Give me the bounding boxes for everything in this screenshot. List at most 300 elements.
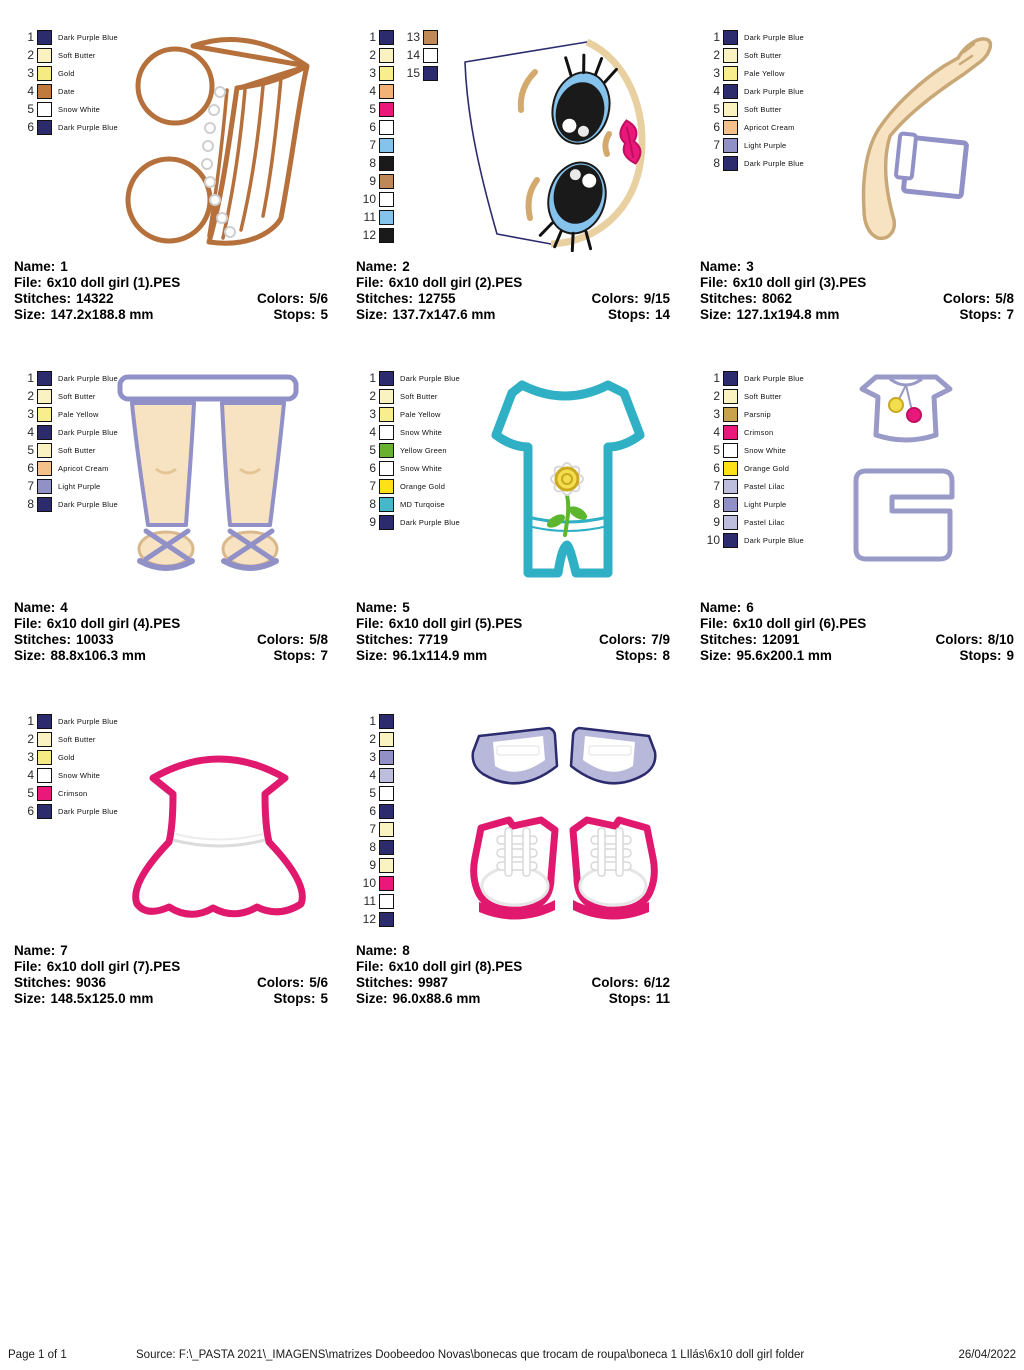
thread-row <box>700 477 804 495</box>
stops-value: 9 <box>1006 648 1014 663</box>
colors-label: Colors: <box>591 975 639 990</box>
thread-row <box>700 495 804 513</box>
stops-label: Stops: <box>959 648 1002 663</box>
thread-color-swatch <box>37 479 52 494</box>
thread-row <box>700 64 804 82</box>
thread-number: 7 <box>369 822 376 836</box>
thread-row <box>700 441 804 459</box>
info-size-row <box>14 307 328 323</box>
thread-color-swatch <box>723 479 738 494</box>
thread-color-swatch <box>37 102 52 117</box>
thread-color-swatch <box>37 425 52 440</box>
thread-number: 4 <box>27 768 34 782</box>
thread-row <box>700 118 804 136</box>
name-value: 3 <box>746 259 754 274</box>
stitches-value: 10033 <box>76 632 114 647</box>
thread-number: 3 <box>369 407 376 421</box>
thread-color-swatch <box>379 371 394 386</box>
thread-color-swatch <box>37 750 52 765</box>
thread-color-swatch <box>723 443 738 458</box>
thread-number: 10 <box>362 876 376 890</box>
stitches-label: Stitches: <box>356 632 414 647</box>
thread-row <box>700 459 804 477</box>
thread-color-name: Dark Purple Blue <box>744 158 804 168</box>
thread-color-swatch <box>379 443 394 458</box>
thread-list-6 <box>700 369 804 549</box>
stitches-value: 7719 <box>418 632 449 647</box>
stops-label: Stops: <box>608 991 651 1006</box>
thread-color-swatch <box>379 876 394 891</box>
size-value: 127.1x194.8 mm <box>736 307 840 322</box>
thread-number: 4 <box>369 84 376 98</box>
thread-number: 1 <box>27 371 34 385</box>
name-label: Name: <box>356 259 398 274</box>
thread-color-swatch <box>379 228 394 243</box>
thread-row <box>356 459 460 477</box>
thread-color-swatch <box>37 714 52 729</box>
thread-row <box>356 387 460 405</box>
thread-color-name: Soft Butter <box>58 445 96 455</box>
stops-label: Stops: <box>273 991 316 1006</box>
thread-number: 1 <box>713 30 720 44</box>
thread-color-name: Pale Yellow <box>58 409 99 419</box>
thread-color-name: Snow White <box>58 770 101 780</box>
design-1-info <box>14 259 328 323</box>
thread-color-name: Dark Purple Blue <box>744 535 804 545</box>
colors-label: Colors: <box>598 632 647 647</box>
thread-color-swatch <box>37 84 52 99</box>
thread-row <box>14 82 118 100</box>
thread-color-swatch <box>723 389 738 404</box>
thread-row <box>14 730 118 748</box>
thread-color-name: Dark Purple Blue <box>58 716 118 726</box>
file-value: 6x10 doll girl (3).PES <box>732 275 867 290</box>
thread-color-swatch <box>379 102 394 117</box>
file-value: 6x10 doll girl (2).PES <box>388 275 523 290</box>
thread-color-name: Dark Purple Blue <box>744 32 804 42</box>
thread-color-swatch <box>379 30 394 45</box>
thread-number: 9 <box>369 174 376 188</box>
thread-number: 5 <box>27 102 34 116</box>
size-value: 96.1x114.9 mm <box>392 648 488 663</box>
colors-value: 7/9 <box>651 632 670 647</box>
file-label: File: <box>14 616 42 631</box>
design-card-4 <box>8 361 340 696</box>
thread-number: 13 <box>406 30 420 44</box>
thread-number: 15 <box>406 66 420 80</box>
page-number: Page 1 of 1 <box>8 1349 67 1361</box>
thread-color-name: Soft Butter <box>58 391 96 401</box>
thread-number: 4 <box>713 84 720 98</box>
thread-color-name: Pale Yellow <box>744 68 785 78</box>
file-label: File: <box>700 616 728 631</box>
design-card-8 <box>350 704 682 1039</box>
colors-value: 8/10 <box>987 632 1014 647</box>
thread-number: 6 <box>713 461 720 475</box>
thread-row <box>356 477 460 495</box>
thread-color-swatch <box>37 389 52 404</box>
thread-color-swatch <box>379 425 394 440</box>
thread-list-7 <box>14 712 118 820</box>
thread-color-name: Dark Purple Blue <box>58 427 118 437</box>
stitches-label: Stitches: <box>14 975 72 990</box>
thread-row <box>14 64 118 82</box>
thread-number: 8 <box>713 156 720 170</box>
file-label: File: <box>356 959 384 974</box>
thread-list-2 <box>356 28 444 246</box>
thread-color-swatch <box>379 120 394 135</box>
thread-number: 3 <box>369 750 376 764</box>
name-label: Name: <box>14 259 56 274</box>
info-file-row <box>14 275 328 291</box>
thread-color-name: Snow White <box>400 427 443 437</box>
thread-row <box>356 712 400 730</box>
stitches-label: Stitches: <box>14 291 72 306</box>
thread-row <box>14 712 118 730</box>
thread-row <box>700 369 804 387</box>
thread-row <box>356 748 400 766</box>
size-label: Size: <box>700 648 732 663</box>
stitches-value: 14322 <box>76 291 114 306</box>
thread-color-swatch <box>379 48 394 63</box>
design-4-thumbnail-pants <box>100 373 318 587</box>
thread-color-name: Dark Purple Blue <box>744 373 804 383</box>
name-value: 7 <box>60 943 68 958</box>
thread-row <box>356 730 400 748</box>
thread-color-swatch <box>37 461 52 476</box>
thread-row <box>356 766 400 784</box>
thread-row <box>356 856 400 874</box>
design-2-thumbnail-face <box>435 30 667 252</box>
thread-row <box>356 423 460 441</box>
file-value: 6x10 doll girl (8).PES <box>388 959 523 974</box>
thread-row <box>700 28 804 46</box>
design-card-5 <box>350 361 682 696</box>
thread-color-swatch <box>723 533 738 548</box>
stitches-label: Stitches: <box>14 632 72 647</box>
name-label: Name: <box>700 259 742 274</box>
thread-color-swatch <box>379 389 394 404</box>
thread-number: 3 <box>713 407 720 421</box>
design-4-info <box>14 600 328 664</box>
design-card-6 <box>694 361 1024 696</box>
size-label: Size: <box>14 648 46 663</box>
thread-color-swatch <box>37 407 52 422</box>
thread-number: 8 <box>369 497 376 511</box>
print-date: 26/04/2022 <box>958 1349 1016 1361</box>
thread-color-swatch <box>723 102 738 117</box>
size-value: 88.8x106.3 mm <box>50 648 146 663</box>
thread-number: 8 <box>27 497 34 511</box>
colors-value: 9/15 <box>643 291 670 306</box>
thread-color-name: Pastel Lilac <box>744 481 785 491</box>
thread-row <box>14 118 118 136</box>
thread-color-name: Snow White <box>58 104 101 114</box>
stitches-value: 12091 <box>762 632 800 647</box>
thread-color-swatch <box>379 732 394 747</box>
thread-number: 5 <box>369 102 376 116</box>
size-label: Size: <box>700 307 732 322</box>
colors-label: Colors: <box>256 291 305 306</box>
thread-color-swatch <box>379 515 394 530</box>
thread-row <box>356 369 460 387</box>
thread-color-swatch <box>37 497 52 512</box>
thread-row <box>356 441 460 459</box>
thread-color-name: Snow White <box>400 463 443 473</box>
thread-color-name: Crimson <box>744 427 774 437</box>
thread-color-swatch <box>723 84 738 99</box>
thread-row <box>356 118 400 136</box>
thread-row <box>14 802 118 820</box>
thread-color-swatch <box>37 443 52 458</box>
thread-list-3 <box>700 28 804 172</box>
design-card-2 <box>350 20 682 355</box>
thread-color-name: Parsnip <box>744 409 771 419</box>
thread-number: 7 <box>369 138 376 152</box>
thread-color-swatch <box>379 714 394 729</box>
thread-number: 6 <box>27 461 34 475</box>
size-value: 95.6x200.1 mm <box>736 648 832 663</box>
colors-value: 6/12 <box>643 975 670 990</box>
thread-number: 1 <box>713 371 720 385</box>
thread-color-name: Dark Purple Blue <box>58 373 118 383</box>
thread-number: 3 <box>27 750 34 764</box>
colors-label: Colors: <box>256 632 305 647</box>
thread-number: 1 <box>369 30 376 44</box>
thread-number: 4 <box>27 425 34 439</box>
thread-color-swatch <box>379 479 394 494</box>
stops-value: 7 <box>320 648 328 663</box>
thread-number: 5 <box>713 102 720 116</box>
thread-color-swatch <box>37 66 52 81</box>
thread-color-name: Pastel Lilac <box>744 517 785 527</box>
stops-value: 8 <box>662 648 670 663</box>
thread-number: 5 <box>369 786 376 800</box>
thread-number: 8 <box>713 497 720 511</box>
file-value: 6x10 doll girl (7).PES <box>46 959 181 974</box>
thread-number: 6 <box>27 804 34 818</box>
design-2-info <box>356 259 670 323</box>
thread-number: 3 <box>713 66 720 80</box>
thread-row <box>14 46 118 64</box>
thread-row <box>356 910 400 928</box>
thread-color-swatch <box>723 48 738 63</box>
thread-color-swatch <box>723 156 738 171</box>
thread-color-swatch <box>379 750 394 765</box>
thread-row <box>700 513 804 531</box>
thread-row <box>356 28 400 46</box>
thread-color-swatch <box>37 786 52 801</box>
thread-color-swatch <box>723 30 738 45</box>
name-label: Name: <box>14 600 56 615</box>
thread-color-swatch <box>37 48 52 63</box>
stops-value: 7 <box>1006 307 1014 322</box>
thread-color-name: Soft Butter <box>744 104 782 114</box>
thread-color-swatch <box>379 804 394 819</box>
name-label: Name: <box>700 600 742 615</box>
thread-list-5 <box>356 369 460 531</box>
thread-color-swatch <box>723 425 738 440</box>
thread-color-swatch <box>379 497 394 512</box>
thread-number: 1 <box>27 714 34 728</box>
stops-label: Stops: <box>959 307 1002 322</box>
thread-color-name: Snow White <box>744 445 787 455</box>
thread-color-name: Date <box>58 86 75 96</box>
file-label: File: <box>14 275 42 290</box>
thread-color-name: Yellow Green <box>400 445 447 455</box>
thread-color-name: Dark Purple Blue <box>400 517 460 527</box>
info-stitches-row <box>14 291 328 307</box>
thread-row <box>356 838 400 856</box>
thread-color-name: Light Purple <box>58 481 101 491</box>
thread-color-swatch <box>37 732 52 747</box>
thread-number: 2 <box>369 48 376 62</box>
colors-value: 5/6 <box>309 975 328 990</box>
thread-number: 2 <box>369 389 376 403</box>
thread-number: 2 <box>369 732 376 746</box>
thread-number: 7 <box>713 138 720 152</box>
colors-value: 5/8 <box>309 632 328 647</box>
thread-number: 2 <box>27 389 34 403</box>
thread-color-name: Dark Purple Blue <box>400 373 460 383</box>
stops-value: 14 <box>654 307 670 322</box>
thread-number: 2 <box>27 732 34 746</box>
thread-row <box>356 892 400 910</box>
colors-label: Colors: <box>935 632 983 647</box>
thread-row <box>356 820 400 838</box>
thread-color-name: Dark Purple Blue <box>58 32 118 42</box>
thread-row <box>356 64 400 82</box>
thread-number: 11 <box>363 210 376 224</box>
thread-number: 1 <box>27 30 34 44</box>
size-label: Size: <box>356 991 388 1006</box>
design-3-info <box>700 259 1014 323</box>
thread-row <box>14 784 118 802</box>
thread-number: 6 <box>27 120 34 134</box>
size-value: 137.7x147.6 mm <box>392 307 496 322</box>
thread-color-name: Crimson <box>58 788 88 798</box>
page-footer <box>0 1349 1024 1369</box>
info-name-row <box>14 259 328 275</box>
stitches-value: 12755 <box>418 291 456 306</box>
colors-value: 5/6 <box>309 291 328 306</box>
thread-number: 6 <box>369 120 376 134</box>
design-3-thumbnail-arm <box>814 30 1000 258</box>
thread-number: 3 <box>27 407 34 421</box>
thread-row <box>700 531 804 549</box>
design-8-info <box>356 943 670 1007</box>
stops-label: Stops: <box>273 307 316 322</box>
colors-label: Colors: <box>256 975 305 990</box>
thread-color-swatch <box>723 515 738 530</box>
thread-row <box>356 172 400 190</box>
thread-row <box>700 100 804 118</box>
size-value: 96.0x88.6 mm <box>392 991 481 1006</box>
thread-number: 8 <box>369 156 376 170</box>
thread-number: 2 <box>713 389 720 403</box>
thread-row <box>356 100 400 118</box>
thread-number: 4 <box>713 425 720 439</box>
thread-color-name: Soft Butter <box>744 50 782 60</box>
thread-color-name: Dark Purple Blue <box>58 499 118 509</box>
size-label: Size: <box>14 991 46 1006</box>
size-label: Size: <box>356 307 388 322</box>
file-label: File: <box>14 959 42 974</box>
file-label: File: <box>700 275 728 290</box>
thread-row <box>356 190 400 208</box>
thread-color-swatch <box>379 768 394 783</box>
thread-number: 6 <box>713 120 720 134</box>
thread-number: 5 <box>369 443 376 457</box>
thread-row <box>700 405 804 423</box>
thread-number: 6 <box>369 461 376 475</box>
thread-row <box>14 28 118 46</box>
thread-number: 7 <box>369 479 376 493</box>
file-label: File: <box>356 616 384 631</box>
stitches-value: 9987 <box>418 975 449 990</box>
thread-color-swatch <box>379 210 394 225</box>
thread-row <box>14 100 118 118</box>
file-label: File: <box>356 275 384 290</box>
thread-row <box>356 405 460 423</box>
thread-color-swatch <box>37 30 52 45</box>
thread-number: 10 <box>706 533 720 547</box>
thread-row <box>356 784 400 802</box>
thread-number: 9 <box>369 515 376 529</box>
thread-number: 3 <box>369 66 376 80</box>
name-label: Name: <box>14 943 56 958</box>
thread-color-swatch <box>379 858 394 873</box>
thread-list-1 <box>14 28 118 136</box>
design-card-1 <box>8 20 340 355</box>
thread-color-name: Dark Purple Blue <box>744 86 804 96</box>
thread-color-swatch <box>379 894 394 909</box>
design-8-thumbnail-shoes <box>455 708 673 944</box>
thread-number: 4 <box>369 768 376 782</box>
thread-number: 12 <box>362 228 376 242</box>
size-value: 148.5x125.0 mm <box>50 991 154 1006</box>
thread-color-name: Soft Butter <box>400 391 438 401</box>
thread-number: 2 <box>27 48 34 62</box>
thread-color-name: MD Turqoise <box>400 499 445 509</box>
thread-color-swatch <box>379 461 394 476</box>
thread-color-swatch <box>723 497 738 512</box>
thread-row <box>14 748 118 766</box>
name-value: 8 <box>402 943 410 958</box>
thread-color-name: Apricot Cream <box>744 122 795 132</box>
design-card-3 <box>694 20 1024 355</box>
thread-color-swatch <box>37 804 52 819</box>
stops-value: 5 <box>320 307 328 322</box>
size-value: 147.2x188.8 mm <box>50 307 154 322</box>
thread-number: 4 <box>369 425 376 439</box>
thread-color-swatch <box>379 174 394 189</box>
thread-color-swatch <box>379 912 394 927</box>
thread-number: 1 <box>369 371 376 385</box>
thread-color-swatch <box>379 156 394 171</box>
thread-number: 4 <box>27 84 34 98</box>
thread-color-swatch <box>379 407 394 422</box>
thread-color-swatch <box>723 66 738 81</box>
colors-value: 5/8 <box>995 291 1014 306</box>
thread-row <box>356 136 400 154</box>
stops-label: Stops: <box>273 648 316 663</box>
thread-number: 11 <box>363 894 376 908</box>
thread-number: 9 <box>713 515 720 529</box>
thread-number: 8 <box>369 840 376 854</box>
thread-color-swatch <box>723 371 738 386</box>
thread-color-swatch <box>723 461 738 476</box>
